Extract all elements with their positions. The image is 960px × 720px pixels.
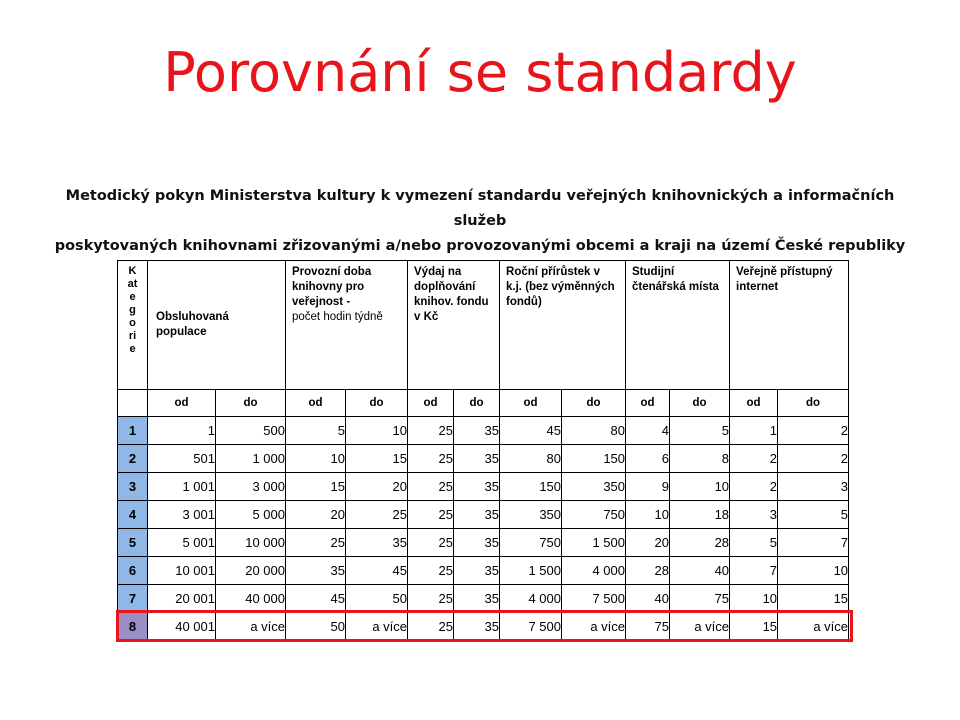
header-kategorie: [118, 261, 148, 390]
table-cell: 1: [730, 417, 778, 445]
table-cell: 150: [500, 473, 562, 501]
table-cell: 3: [730, 501, 778, 529]
table-cell: a více: [562, 613, 626, 641]
kat-letter: e: [129, 291, 136, 303]
table-cell: 7 500: [500, 613, 562, 641]
table-cell: 1 500: [500, 557, 562, 585]
subheader-do: do: [562, 390, 626, 417]
kat-letter: K: [128, 265, 137, 277]
table-cell: 25: [408, 473, 454, 501]
table-row: [118, 585, 849, 613]
table-cell: 501: [148, 445, 216, 473]
table-row: [118, 473, 849, 501]
table-row: [118, 501, 849, 529]
table-cell: 18: [670, 501, 730, 529]
table-cell: 7: [730, 557, 778, 585]
kat-letter: ri: [128, 330, 137, 342]
category-number: 7: [118, 585, 148, 613]
subheader-do: do: [346, 390, 408, 417]
subheader-blank: [118, 390, 148, 417]
table-cell: 4 000: [500, 585, 562, 613]
table-row: [118, 445, 849, 473]
table-cell: 15: [286, 473, 346, 501]
category-number: 5: [118, 529, 148, 557]
table-cell: 35: [346, 529, 408, 557]
subtitle-line-1: Metodický pokyn Ministerstva kultury k vymezení standardu veřejných knihovnických a informačních služeb: [65, 188, 895, 229]
table-row: [118, 529, 849, 557]
table-cell: 75: [670, 585, 730, 613]
table-cell: 20: [286, 501, 346, 529]
table-cell: 6: [626, 445, 670, 473]
table-cell: a více: [346, 613, 408, 641]
table-cell: 15: [730, 613, 778, 641]
table-cell: 25: [286, 529, 346, 557]
table-cell: 40 000: [216, 585, 286, 613]
table-cell: 45: [500, 417, 562, 445]
table-cell: 5 000: [216, 501, 286, 529]
category-number: 4: [118, 501, 148, 529]
table-body: [118, 417, 849, 641]
category-number: 3: [118, 473, 148, 501]
table-cell: 45: [346, 557, 408, 585]
table-cell: 40: [626, 585, 670, 613]
table-cell: 10: [286, 445, 346, 473]
table-cell: 45: [286, 585, 346, 613]
table-cell: 25: [408, 529, 454, 557]
kat-letter: at: [127, 278, 138, 290]
table-cell: 7 500: [562, 585, 626, 613]
table-cell: 4: [626, 417, 670, 445]
table-cell: 35: [454, 501, 500, 529]
subheader-od: od: [730, 390, 778, 417]
subheader-do: do: [454, 390, 500, 417]
header-provozni-doba: [286, 261, 408, 390]
table-cell: 40: [670, 557, 730, 585]
table-cell: 2: [730, 473, 778, 501]
table-cell: 25: [408, 557, 454, 585]
table-cell: 500: [216, 417, 286, 445]
table-cell: 750: [562, 501, 626, 529]
header-obsluhovana-populace: Obsluhovaná populace: [148, 261, 286, 390]
slide-title: Porovnání se standardy: [163, 41, 797, 104]
standards-table: [117, 260, 849, 641]
table-cell: 750: [500, 529, 562, 557]
table-cell: 10 001: [148, 557, 216, 585]
subtitle-line-2: poskytovaných knihovnami zřizovanými a/nebo provozovanými obcemi a kraji na území České republiky: [54, 238, 906, 254]
provozni-plain: počet hodin týdně: [292, 311, 383, 323]
table-cell: 10: [778, 557, 849, 585]
table-cell: 25: [408, 501, 454, 529]
table-cell: 2: [730, 445, 778, 473]
table-cell: 5 001: [148, 529, 216, 557]
table-cell: 40 001: [148, 613, 216, 641]
table-cell: 7: [778, 529, 849, 557]
table-cell: 10: [346, 417, 408, 445]
subheader-do: do: [778, 390, 849, 417]
header-studijni-mista: Studijní čtenářská místa: [626, 261, 730, 390]
table-cell: 35: [454, 445, 500, 473]
table-cell: 35: [454, 529, 500, 557]
table-cell: 20 001: [148, 585, 216, 613]
table-cell: 1 001: [148, 473, 216, 501]
table-cell: 9: [626, 473, 670, 501]
table-cell: 10: [626, 501, 670, 529]
subheader-od: od: [286, 390, 346, 417]
header-internet: Veřejně přístupný internet: [730, 261, 849, 390]
kat-letter: g: [129, 304, 136, 316]
table-cell: 5: [286, 417, 346, 445]
table-cell: 5: [730, 529, 778, 557]
highlight-box: [116, 610, 853, 642]
table-cell: 350: [500, 501, 562, 529]
table-cell: 80: [562, 417, 626, 445]
table-cell: a více: [216, 613, 286, 641]
table-cell: 4 000: [562, 557, 626, 585]
table-cell: 25: [408, 613, 454, 641]
table-cell: 20: [626, 529, 670, 557]
table-cell: 2: [778, 445, 849, 473]
table-cell: 28: [626, 557, 670, 585]
table-cell: 35: [286, 557, 346, 585]
table-cell: 20 000: [216, 557, 286, 585]
table-cell: 1 500: [562, 529, 626, 557]
table-cell: 35: [454, 585, 500, 613]
table-cell: 50: [286, 613, 346, 641]
table-cell: 10: [670, 473, 730, 501]
kat-letter: e: [129, 343, 136, 355]
table-cell: a více: [670, 613, 730, 641]
table-cell: 1 000: [216, 445, 286, 473]
table-cell: 25: [346, 501, 408, 529]
category-number: 8: [118, 613, 148, 641]
table-cell: 25: [408, 417, 454, 445]
subheader-od: od: [408, 390, 454, 417]
table-cell: 15: [346, 445, 408, 473]
table-cell: 28: [670, 529, 730, 557]
subheader-od: od: [626, 390, 670, 417]
table-row: [118, 557, 849, 585]
header-prirustek: Roční přírůstek v k.j. (bez výměnných fondů): [500, 261, 626, 390]
subheader-row: [118, 390, 849, 417]
table-cell: 1: [148, 417, 216, 445]
table-cell: 5: [778, 501, 849, 529]
table-cell: 150: [562, 445, 626, 473]
table-cell: 10 000: [216, 529, 286, 557]
provozni-bold: Provozní doba knihovny pro veřejnost -: [292, 266, 372, 308]
subheader-od: od: [148, 390, 216, 417]
header-row: [118, 261, 849, 390]
table-cell: 350: [562, 473, 626, 501]
subheader-od: od: [500, 390, 562, 417]
subheader-do: do: [670, 390, 730, 417]
table-cell: 35: [454, 613, 500, 641]
table-cell: 10: [730, 585, 778, 613]
table-cell: 25: [408, 445, 454, 473]
table-cell: 20: [346, 473, 408, 501]
table-cell: 25: [408, 585, 454, 613]
kat-letter: o: [129, 317, 136, 329]
category-number: 2: [118, 445, 148, 473]
table-cell: a více: [778, 613, 849, 641]
table-cell: 35: [454, 417, 500, 445]
table-cell: 3 001: [148, 501, 216, 529]
subheader-do: do: [216, 390, 286, 417]
category-number: 1: [118, 417, 148, 445]
table-cell: 8: [670, 445, 730, 473]
table-row: [118, 417, 849, 445]
table-cell: 2: [778, 417, 849, 445]
table-cell: 35: [454, 557, 500, 585]
slide-subtitle: [40, 184, 920, 259]
table-cell: 75: [626, 613, 670, 641]
table-cell: 80: [500, 445, 562, 473]
table-cell: 3 000: [216, 473, 286, 501]
table-cell: 3: [778, 473, 849, 501]
table-cell: 50: [346, 585, 408, 613]
table-cell: 15: [778, 585, 849, 613]
category-number: 6: [118, 557, 148, 585]
header-vydaj: Výdaj na doplňování knihov. fondu v Kč: [408, 261, 500, 390]
table-cell: 35: [454, 473, 500, 501]
table-cell: 5: [670, 417, 730, 445]
